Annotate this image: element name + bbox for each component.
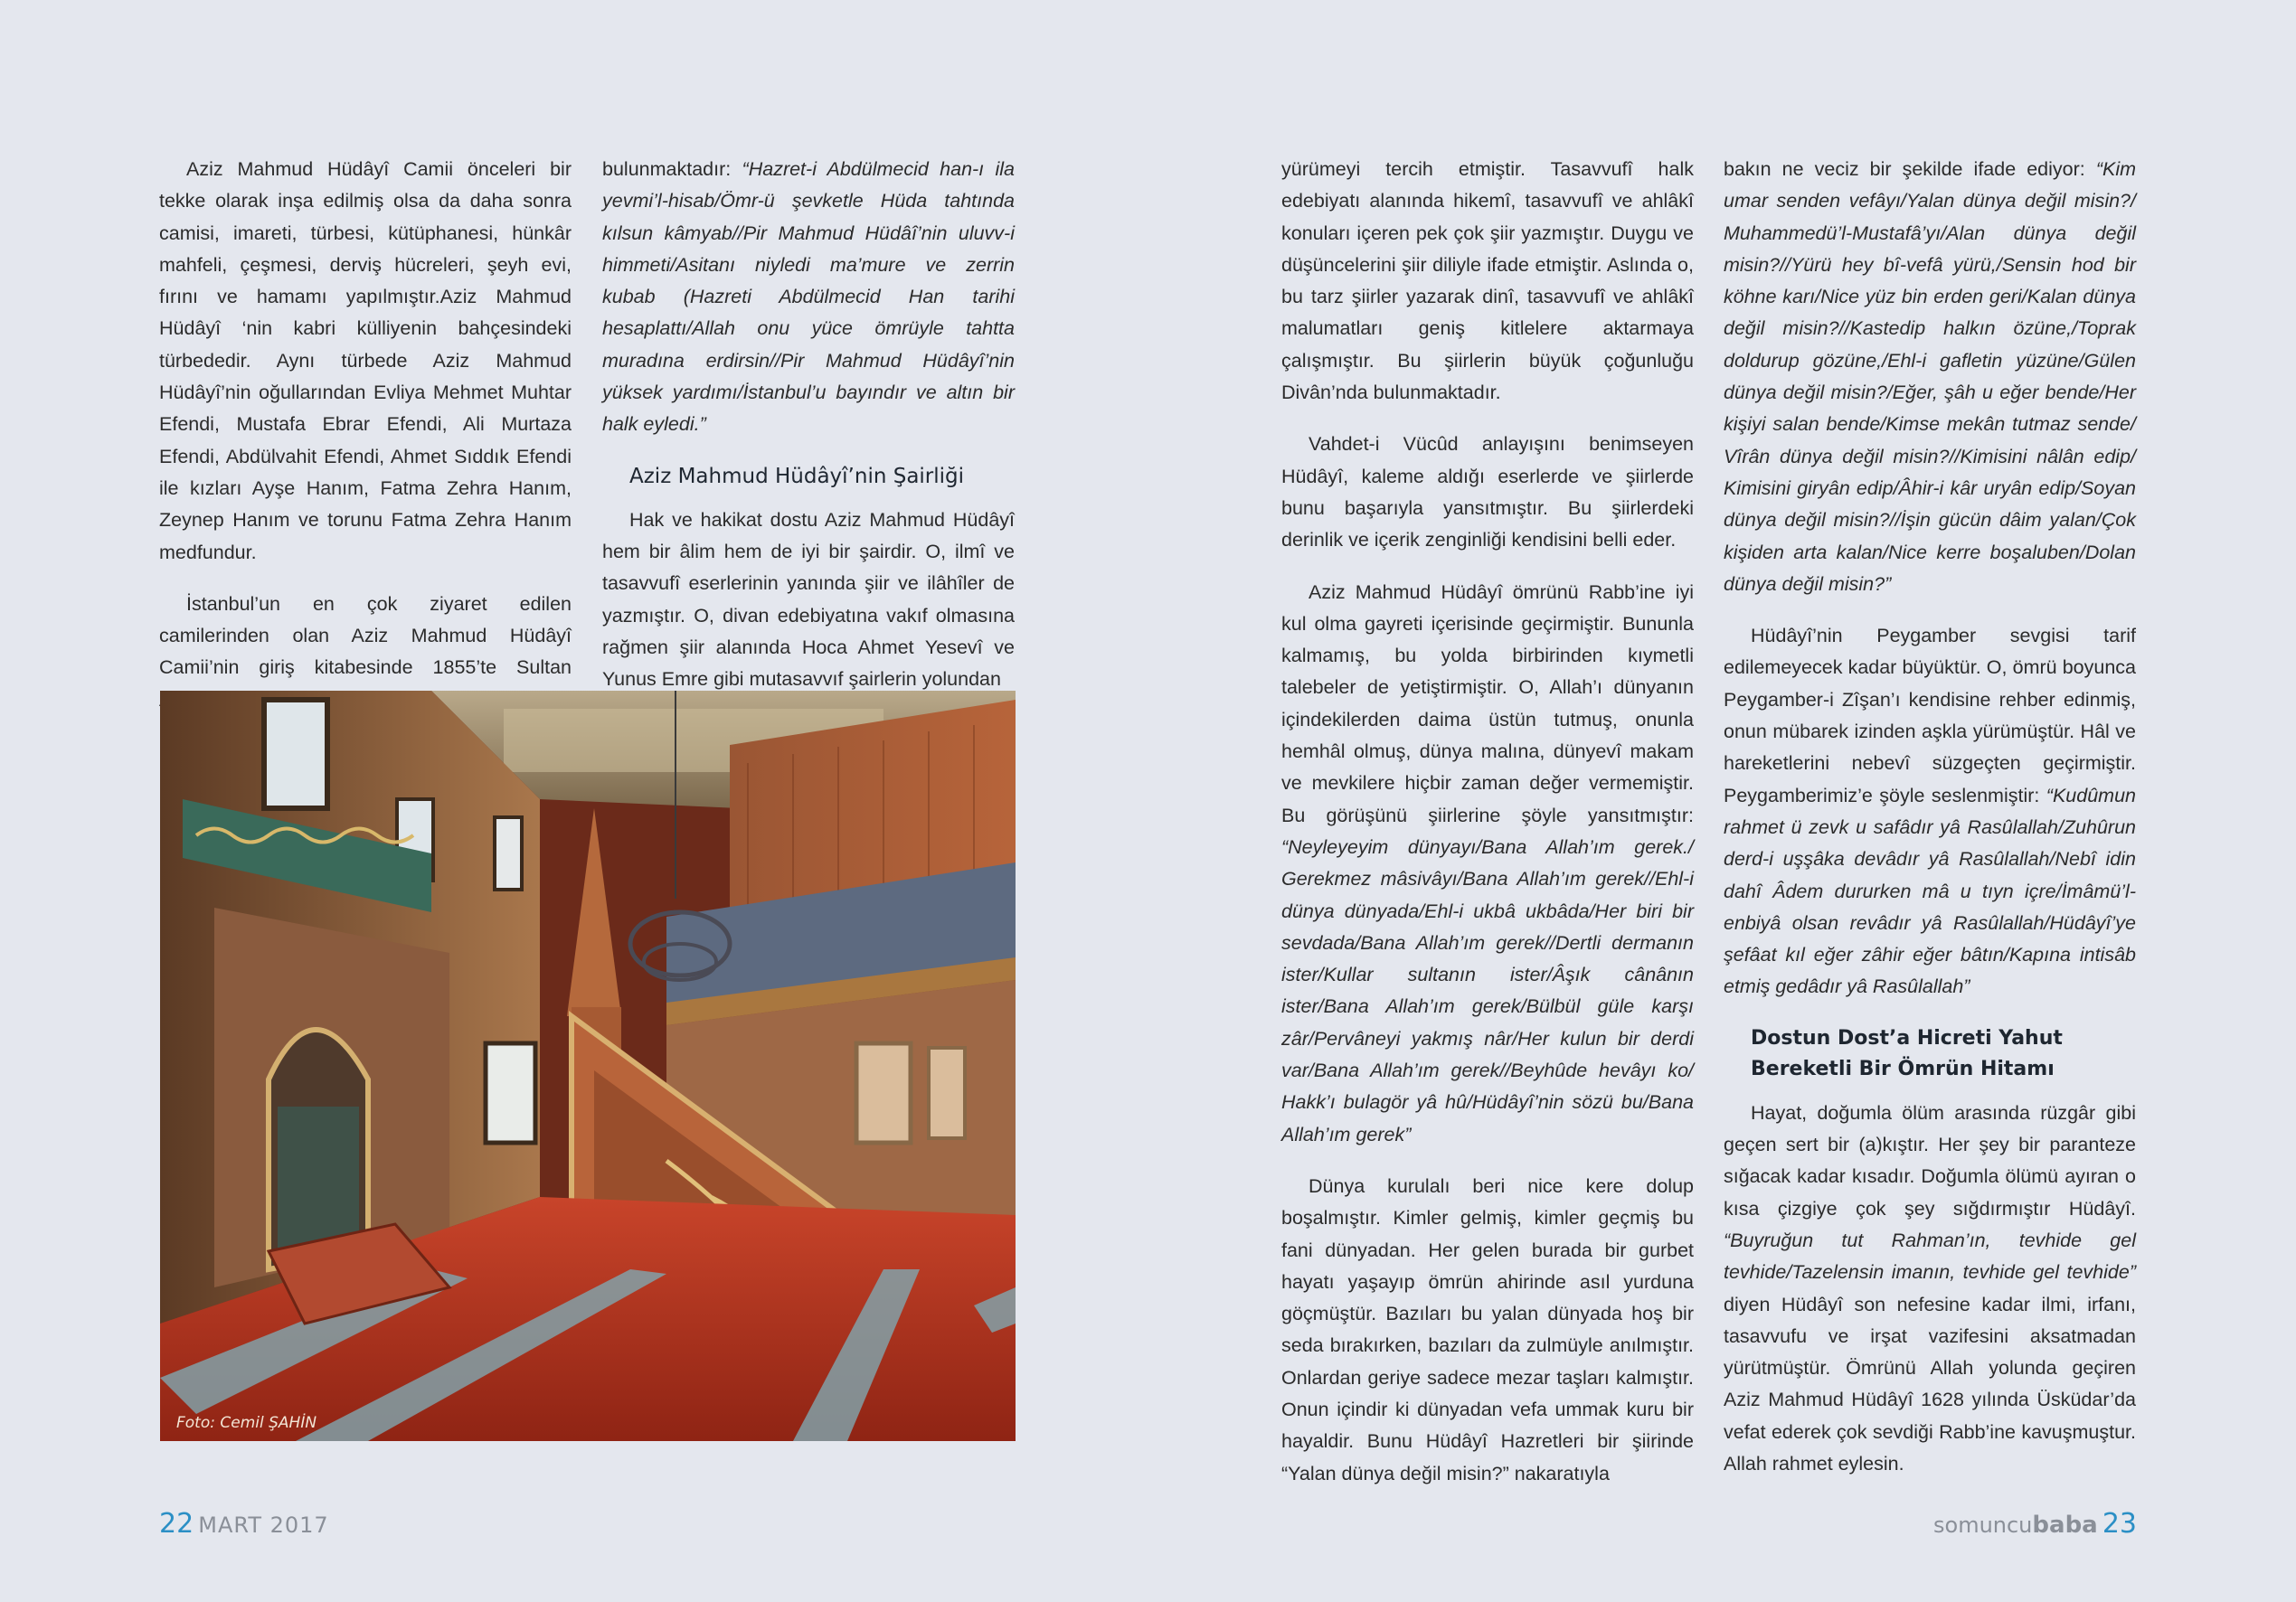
magazine-brand-bold: baba [2032, 1512, 2098, 1539]
right-column-2 [1724, 154, 2136, 1480]
section-heading: Dostun Dost’a Hicreti Yahut Bereketli Bir Ömrün Hitamı [1751, 1026, 2063, 1080]
poem-quote: “Neyleyeyim dünyayı/Bana Allah’ım gerek./ Gerekmez mâsivâyı/Bana Allah’ım gerek//Ehl-i dünya dünyada/Ehl-i ukbâ ukbâda/Her biri bir sevdada/Bana Allah’ım gerek//Dertli dermanın ister/Kullar sultanın ister/Âşık cânânın ister/Bana Allah’ım gerek/Bülbül güle karşı zâr/Pervâneyi yakmış nâr/Her kulun bir derdi var/Bana Allah’ım gerek//Beyhûde hevâyı ko/ Hakk’ı bulagör yâ hû/Hüdâyî’nin sözü bu/Bana Allah’ım gerek” [1281, 835, 1694, 1145]
paragraph-lead: Aziz Mahmud Hüdâyî ömrünü Rabb’ine iyi kul olma gayreti içerisinde geçirmiştir. Bununla kalmamış, bu yolda birbirinden kıymetli talebeler de yetiştirmiştir. O, Allah’ı dünyanın içindekilerden daima üstün tutmuş, onunla hemhâl olmuş, dünya malına, dünyevî makam ve mevkilere hiçbir zaman değer vermemiştir. Bu görüşünü şiirlerine şöyle yansıtmıştır: [1281, 580, 1694, 826]
paragraph-lead: Hayat, doğumla ölüm arasında rüzgâr gibi geçen sert bir (a)kıştır. Her şey bir paranteze sığacak kadar kısadır. Doğumla ölümü ayıran o kısa çizgiye çok şey sığdırmıştır Hüdâyî. [1724, 1101, 2136, 1220]
paragraph: yürümeyi tercih etmiştir. Tasavvufî halk edebiyatı alanında hikemî, tasavvufî ve ahlâkî konuları içeren pek çok şiir yazmıştır. Duygu ve düşüncelerini şiir diliyle ifade etmiştir. Aslında o, bu tarz şiirler yazarak dinî, tasavvufî ve ahlâkî malumatları geniş kitlelere aktarmaya çalışmıştır. Bu şiirlerin büyük çoğunluğu Divân’nda bulunmaktadır. [1281, 158, 1694, 404]
magazine-brand: somuncu [1933, 1512, 2033, 1538]
section-heading: Aziz Mahmud Hüdâyî’nin Şairliği [629, 464, 965, 488]
paragraph: Hak ve hakikat dostu Aziz Mahmud Hüdâyî hem bir âlim hem de iyi bir şairdir. O, ilmî ve tasavvufî eserlerinin yanında şiir ve ilâhîler de yazmıştır. O, divan edebiyatına vakıf olmasına rağmen şiir alanında Hoca Ahmet Yesevî ve Yunus Emre gibi mutasavvıf şairlerin yolundan [602, 508, 1015, 691]
folio-right [1933, 1508, 2137, 1540]
poem-quote: “Kim umar senden vefâyı/Yalan dünya değil misin?/ Muhammedü’l-Mustafâ’yı/Alan dünya değil misin?//Yürü hey bî-vefâ yürü,/Sensin hod bir köhne karı/Nice yüz bin erden geri/Kalan dünya değil misin?//Kastedip halkın özüne,/Toprak doldurup gözüne,/Ehl-i gafletin yüzüne/Gülen dünya değil misin?/Eğer, şâh u eğer bende/Her kişiyi salan bende/Kimse mekân tutmaz sende/ Vîrân dünya değil misin?//Kimisini nâlân edip/ Kimisini giryân edip/Âhir-i kâr uryân edip/Soyan dünya değil misin?//İşin gücün dâim yalan/Çok kişiden arta kalan/Nice kerre boşaluben/Dolan dünya değil misin?” [1724, 158, 2136, 595]
paragraph [1724, 620, 2136, 1004]
paragraph-lead: bulunmaktadır: [602, 158, 742, 180]
left-column-2 [602, 154, 1015, 695]
paragraph [1724, 154, 2136, 600]
paragraph-lead: bakın ne veciz bir şekilde ifade ediyor: [1724, 158, 2096, 180]
paragraph-tail: diyen Hüdâyî son nefesine kadar ilmi, irfanı, tasavvufu ve irşat vazifesini aksatmadan yürütmüştür. Ömrünü Allah yolunda geçiren Aziz Mahmud Hüdâyî 1628 yılında Üsküdar’da vefat ederek çok sevdiği Rabb’ine kavuşmuştur. Allah rahmet eylesin. [1724, 1293, 2136, 1475]
page-number: 23 [2102, 1508, 2137, 1540]
paragraph: Aziz Mahmud Hüdâyî Camii önceleri bir tekke olarak inşa edilmiş olsa da daha sonra camisi, imareti, türbesi, kütüphanesi, hünkâr mahfeli, çeşmesi, derviş hücreleri, şeyh evi, fırını ve hamamı yapılmıştır.Aziz Mahmud Hüdâyî ‘nin kabri külliyenin bahçesindeki türbededir. Aynı türbede Aziz Mahmud Hüdâyî’nin oğullarından Evliya Mehmet Muhtar Efendi, Mustafa Ebrar Efendi, Ali Murtaza Efendi, Abdülvahit Efendi, Ahmet Sıddık Efendi ile kızları Ayşe Hanım, Fatma Zehra Hanım, Zeynep Hanım ve torunu Fatma Zehra Hanım medfundur. [159, 158, 572, 563]
paragraph [602, 154, 1015, 441]
right-column-1 [1281, 154, 1694, 1490]
paragraph [1281, 577, 1694, 1151]
paragraph-lead: Hüdâyî’nin Peygamber sevgisi tarif edilemeyecek kadar büyüktür. O, ömrü boyunca Peygamber-i Zîşan’ı kendisine rehber edinmiş, onun mübarek izinden aşkla yürümüştür. Hâl ve hareketlerini nebevî süzgeçten geçirmiştir. Peygamberimiz’e şöyle seslenmiştir: [1724, 625, 2136, 806]
paragraph: Vahdet-i Vücûd anlayışını benimseyen Hüdâyî, kaleme aldığı eserlerde ve şiirlerde bunu başarıyla yansıtmıştır. Bu şiirlerdeki derinlik ve içerik zenginliği kendisini belli eder. [1281, 433, 1694, 551]
poem-quote: “Kudûmun rahmet ü zevk u safâdır yâ Rasûlallah/Zuhûrun derd-i uşşâka devâdır yâ Rasûlallah/Nebî idin dahî Âdem dururken mâ u tıyn içre/İmâmü’l-enbiyâ olsan revâdır yâ Rasûlallah/Hüdâyî’ye şefâat kıl eğer zâhir eğer bâtın/Kapına intisâb etmiş gedâdır yâ Rasûlallah” [1724, 784, 2136, 998]
inscription-quote: “Hazret-i Abdülmecid han-ı ila yevmi’l-hisab/Ömr-ü şevketle Hüda tahtında kılsun kâmyab//Pir Mahmud Hüdâî’nin uluvv-i himmeti/Asitanı niyledi ma’mure ve zerrin kubab (Hazreti Abdülmecid Han tarihi hesaplattı/Allah onu yüce ömrüyle tahtta muradına erdirsin//Pir Mahmud Hüdâyî’nin yüksek yardımı/İstanbul’u bayındır ve altın bir halk eyledi.” [602, 158, 1015, 436]
issue-date: MART 2017 [198, 1512, 329, 1538]
poem-quote: “Buyruğun tut Rahman’ın, tevhide gel tevhide/Tazelensin imanın, tevhide gel tevhide” [1724, 1229, 2136, 1284]
paragraph: İstanbul’un en çok ziyaret edilen camilerinden olan Aziz Mahmud Hüdâyî Camii’nin giriş kitabesinde 1855’te Sultan [159, 592, 572, 679]
paragraph [1724, 1098, 2136, 1481]
mosque-illustration [160, 691, 1016, 1441]
mosque-interior-photo [160, 691, 1016, 1441]
page-number: 22 [159, 1508, 194, 1540]
left-column-1 [159, 154, 572, 748]
folio-left [159, 1508, 329, 1540]
photo-credit: Foto: Cemil ŞAHİN [176, 1414, 317, 1432]
paragraph: Dünya kurulalı beri nice kere dolup boşalmıştır. Kimler gelmiş, kimler geçmiş bu fani dünyadan. Her gelen burada bir gurbet hayatı yaşayıp ömrün ahirinde asıl yurduna göçmüştür. Bazıları bu yalan dünyada hoş bir seda bırakırken, bazıları da zulmüyle anılmıştır. Onlardan geriye sadece mezar taşları kalmıştır. Onun içindir ki dünyadan vefa ummak kuru bir hayaldir. Bunu Hüdâyî Hazretleri bir şiirinde “Yalan dünya değil misin?” nakaratıyla [1281, 1174, 1694, 1484]
